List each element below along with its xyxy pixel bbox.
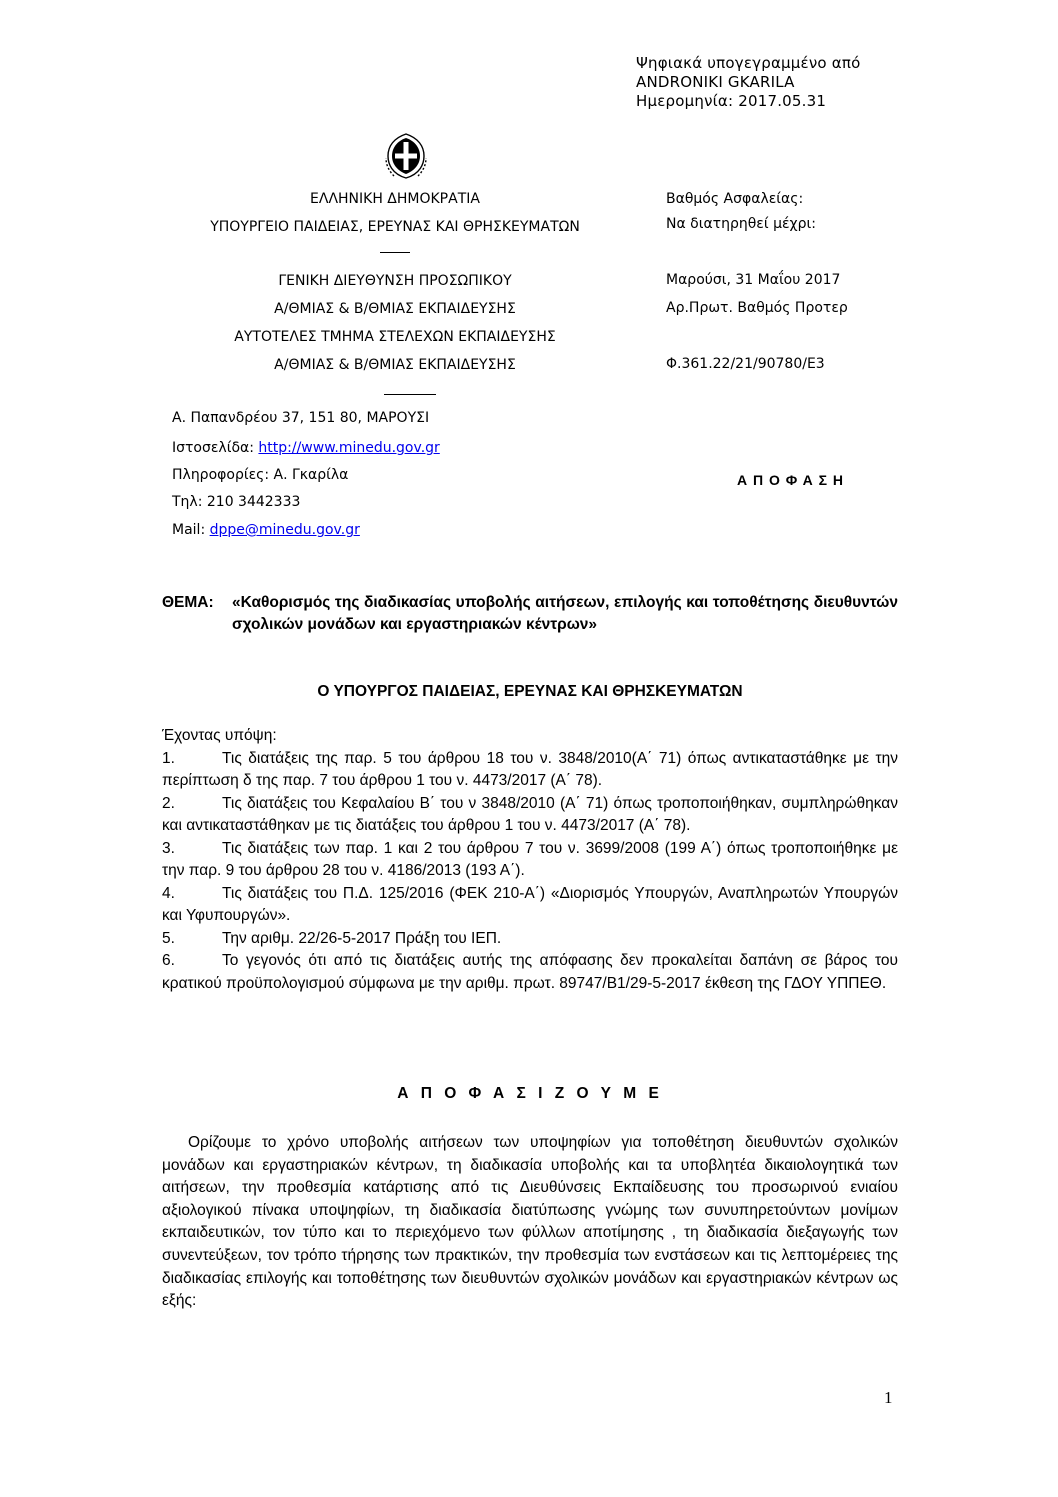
list-item: 1. Τις διατάξεις της παρ. 5 του άρθρου 18 του ν. 3848/2010(Α΄ 71) όπως αντικαταστάθηκε με την περίπτωση δ της παρ. 7 του άρθρου 1 του ν. 4473/2017 (Α΄ 78). [162,749,898,789]
reference-number: Φ.361.22/21/90780/Ε3 [666,356,825,372]
place-date: Μαρούσι, 31 Μαΐου 2017 [666,272,841,288]
mail-label: Mail: [172,522,210,538]
minister-heading: Ο ΥΠΟΥΡΓΟΣ ΠΑΙΔΕΙΑΣ, ΕΡΕΥΝΑΣ ΚΑΙ ΘΡΗΣΚΕΥΜΑΤΩΝ [317,683,743,700]
considerations [162,725,898,995]
directorate-line-1: ΓΕΝΙΚΗ ΔΙΕΥΘΥΝΣΗ ΠΡΟΣΩΠΙΚΟΥ [278,273,512,289]
list-item: 6. Το γεγονός ότι από τις διατάξεις αυτής της απόφασης δεν προκαλείται δαπάνη σε βάρος του κρατικού προϋπολογισμού σύμφωνα με την αριθμ. πρωτ. 89747/Β1/29-5-2017 έκθεση της ΓΔΟΥ ΥΠΠΕΘ. [162,952,898,992]
subject-lead: ΘΕΜΑ: [162,594,214,611]
list-item: 5. Την αριθμ. 22/26-5-2017 Πράξη του ΙΕΠ. [162,929,502,947]
protocol-number: Αρ.Πρωτ. Βαθμός Προτερ [666,300,848,316]
department-line-2: Α/ΘΜΙΑΣ & Β/ΘΜΙΑΣ ΕΚΠΑΙΔΕΥΣΗΣ [274,357,516,373]
decision-paragraph: Ορίζουμε το χρόνο υποβολής αιτήσεων των υποψηφίων για τοποθέτηση διευθυντών σχολικών μονάδων και εργαστηριακών κέντρων, τη διαδικασία υποβολής και τα υποβλητέα δικαιολογητικά των αιτήσεων, την προθεσμία κατάρτισης από τις Διευθύνσεις Εκπαίδευσης του προσωρινού ενιαίου αξιολογικού πίνακα υποψηφίων, τη διαδικασία διατύπωσης γνώμης των συνυπηρετούντων μονίμων εκπαιδευτικών, τον τύπο και το περιεχόμενο των φύλλων αποτίμησης , τη διαδικασία διεξαγωγής των συνεντεύξεων, τον τρόπο τήρησης των πρακτικών, την προθεσμία των ενστάσεων και τις λεπτομέρειες της διαδικασίας επιλογής και τοποθέτησης των διευθυντών σχολικών μονάδων και εργαστηριακών κέντρων ως εξής: [162,1134,898,1310]
signature-name: ANDRONIKI GKARILA [636,73,795,91]
digital-signature [636,54,860,111]
republic-heading: ΕΛΛΗΝΙΚΗ ΔΗΜΟΚΡΑΤΙΑ [310,191,480,207]
website-label: Ιστοσελίδα: [172,440,259,456]
header-divider [380,252,410,253]
mail-row [172,522,360,538]
security-level: Βαθμός Ασφαλείας: [666,191,804,207]
ministry-heading: ΥΠΟΥΡΓΕΙΟ ΠΑΙΔΕΙΑΣ, ΕΡΕΥΝΑΣ ΚΑΙ ΘΡΗΣΚΕΥΜΑΤΩΝ [210,219,580,235]
telephone: Τηλ: 210 3442333 [172,494,301,510]
information-contact: Πληροφορίες: Α. Γκαρίλα [172,467,349,483]
website-link[interactable]: http://www.minedu.gov.gr [258,440,440,456]
mail-link[interactable]: dppe@minedu.gov.gr [209,522,360,538]
signature-date: Ημερομηνία: 2017.05.31 [636,92,827,110]
address: Α. Παπανδρέου 37, 151 80, ΜΑΡΟΥΣΙ [172,410,430,426]
decision-label: Α Π Ο Φ Α Σ Η [737,472,845,488]
decide-heading: Α Π Ο Φ Α Σ Ι Ζ Ο Υ Μ Ε [397,1085,663,1102]
subject-text: «Καθορισμός της διαδικασίας υποβολής αιτήσεων, επιλογής και τοποθέτησης διευθυντών σχολικών μονάδων και εργαστηριακών κέντρων» [232,594,898,633]
header-divider-2 [384,394,436,395]
list-item: 3. Τις διατάξεις των παρ. 1 και 2 του άρθρου 7 του ν. 3699/2008 (199 Α΄) όπως τροποποιήθηκε με την παρ. 9 του άρθρου 28 του ν. 4186/2013 (193 Α΄). [162,839,898,879]
list-item: 4. Τις διατάξεις του Π.Δ. 125/2016 (ΦΕΚ 210-Α΄) «Διορισμός Υπουργών, Αναπληρωτών Υπουργών και Υφυπουργών». [162,884,898,924]
department-line-1: ΑΥΤΟΤΕΛΕΣ ΤΜΗΜΑ ΣΤΕΛΕΧΩΝ ΕΚΠΑΙΔΕΥΣΗΣ [234,329,556,345]
page-number: 1 [884,1388,893,1407]
directorate-line-2: Α/ΘΜΙΑΣ & Β/ΘΜΙΑΣ ΕΚΠΑΙΔΕΥΣΗΣ [274,301,516,317]
signature-line-1: Ψηφιακά υπογεγραμμένο από [636,54,861,72]
considering-intro: Έχοντας υπόψη: [162,727,277,744]
greek-coat-of-arms-icon [378,128,434,184]
retention-period: Να διατηρηθεί μέχρι: [666,216,816,232]
website-row [172,440,440,456]
list-item: 2. Τις διατάξεις του Κεφαλαίου Β΄ του ν 3848/2010 (Α΄ 71) όπως τροποποιήθηκαν, συμπληρώθηκαν και αντικαταστάθηκαν με τις διατάξεις του άρθρου 1 του ν. 4473/2017 (Α΄ 78). [162,794,898,834]
